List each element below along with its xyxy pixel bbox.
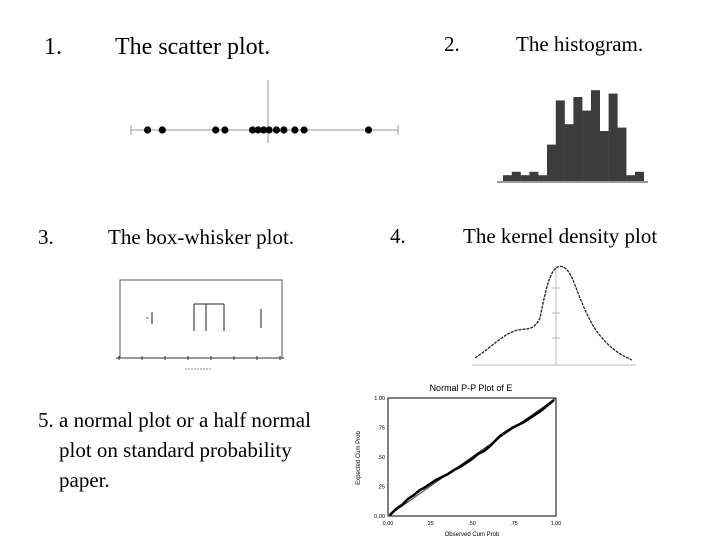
kernel-density-svg bbox=[470, 258, 640, 370]
scatter-point bbox=[280, 126, 287, 133]
scatter-point bbox=[300, 126, 307, 133]
pp-y-tick-label: .25 bbox=[377, 484, 385, 491]
scatter-point bbox=[159, 126, 166, 133]
scatter-plot-svg bbox=[128, 78, 403, 148]
pp-x-tick-label: 1.00 bbox=[550, 521, 562, 527]
scatter-point bbox=[212, 126, 219, 133]
histogram-bar bbox=[547, 145, 556, 182]
box-whisker-svg bbox=[112, 276, 290, 374]
pp-y-tick-label: .50 bbox=[377, 455, 385, 461]
pp-x-tick-label: 0.00 bbox=[382, 521, 394, 527]
pp-plot-title: Normal P-P Plot of E bbox=[429, 383, 513, 393]
box-whisker-plot bbox=[112, 276, 290, 374]
scatter-point bbox=[273, 126, 280, 133]
item-4-label: The kernel density plot bbox=[463, 224, 658, 248]
item-2-number: 2. bbox=[444, 32, 460, 56]
histogram-bar bbox=[582, 111, 591, 182]
item-1-label: The scatter plot. bbox=[115, 34, 271, 60]
scatter-plot bbox=[128, 78, 403, 148]
scatter-point bbox=[266, 126, 273, 133]
histogram-bar bbox=[503, 175, 512, 182]
scatter-point bbox=[144, 126, 151, 133]
histogram-bar bbox=[538, 175, 547, 182]
histogram bbox=[495, 85, 650, 185]
scatter-point bbox=[291, 126, 298, 133]
histogram-bar bbox=[573, 97, 582, 182]
histogram-bar bbox=[600, 131, 609, 182]
pp-x-tick-label: .50 bbox=[468, 521, 476, 527]
histogram-bar bbox=[529, 172, 538, 182]
item-3-label: The box-whisker plot. bbox=[108, 225, 295, 249]
item-5-label: a normal plot or a half normal plot on standard probability paper. bbox=[59, 408, 311, 492]
scatter-point bbox=[365, 126, 372, 133]
histogram-bar bbox=[617, 128, 626, 182]
histogram-bar bbox=[512, 172, 521, 182]
pp-plot-svg bbox=[348, 378, 566, 538]
box-plot-frame bbox=[120, 280, 282, 358]
item-1-number: 1. bbox=[44, 34, 62, 60]
histogram-bars bbox=[503, 90, 644, 182]
pp-x-tick-label: .75 bbox=[510, 521, 518, 527]
pp-y-tick-label: 1.00 bbox=[374, 396, 385, 402]
scatter-point bbox=[221, 126, 228, 133]
histogram-bar bbox=[521, 175, 530, 182]
histogram-bar bbox=[609, 94, 618, 182]
item-5-number: 5. bbox=[38, 408, 54, 432]
histogram-bar bbox=[635, 172, 644, 182]
histogram-bar bbox=[591, 90, 600, 182]
histogram-bar bbox=[556, 100, 565, 182]
pp-plot-reference-line bbox=[388, 398, 556, 516]
pp-x-tick-label: .25 bbox=[426, 521, 434, 527]
histogram-bar bbox=[626, 175, 635, 182]
pp-plot-ylabel: Expected Cum Prob bbox=[356, 431, 362, 485]
item-4-number: 4. bbox=[390, 224, 406, 248]
item-3-number: 3. bbox=[38, 225, 54, 249]
kernel-density-plot bbox=[470, 258, 640, 370]
histogram-svg bbox=[495, 85, 650, 185]
pp-plot-xlabel: Observed Cum Prob bbox=[444, 532, 500, 538]
item-2-label: The histogram. bbox=[516, 32, 644, 56]
pp-y-tick-label: 0.00 bbox=[374, 514, 385, 520]
pp-y-tick-label: .75 bbox=[377, 425, 385, 432]
pp-plot bbox=[348, 378, 566, 538]
histogram-bar bbox=[565, 124, 574, 182]
